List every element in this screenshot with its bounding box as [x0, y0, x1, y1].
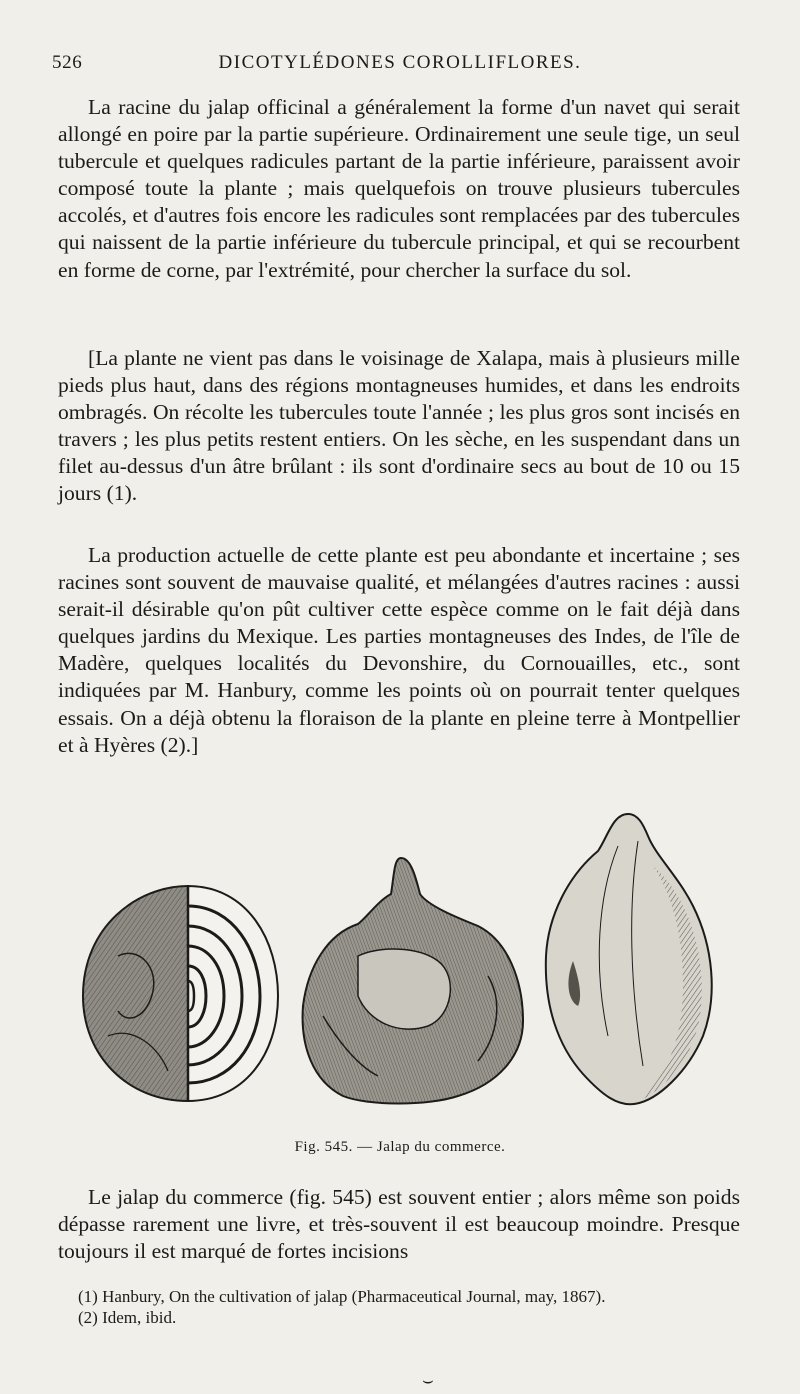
footnote-1: (1) Hanbury, On the cultivation of jalap (Pharmaceutical Journal, may, 1867). [78, 1287, 606, 1306]
jalap-engraving [78, 806, 722, 1111]
figure-caption: Fig. 545. — Jalap du commerce. [294, 1139, 506, 1155]
jalap-figure [78, 806, 722, 1111]
whole-tuber-drawing [303, 858, 523, 1104]
paragraph-text: La racine du jalap officinal a généralement la forme d'un navet qui serait allongé en poire par la partie supérieure. Ordinairement une seule tige, un seul tubercule et quelques radicules partant de la partie inférieure, paraissent avoir composé toute la plante ; mais quelquefois on trouve plusieurs tubercules accolés, et d'autres fois encore les radicules sont remplacées par des tubercules qui naissent de la partie inférieure du tubercule principal, et qui se recourbent en forme de corne, par l'extrémité, pour chercher la surface du sol. [58, 95, 740, 282]
page-number: 526 [52, 52, 83, 73]
paragraph-cultivation [58, 345, 740, 508]
footnote-2: (2) Idem, ibid. [78, 1308, 177, 1327]
paragraph-production [58, 542, 740, 759]
elongated-tuber-drawing [546, 814, 712, 1104]
bottom-ornament: ⌣ [422, 1370, 434, 1390]
footnotes [78, 1286, 746, 1328]
paragraph-text: La production actuelle de cette plante est peu abondante et incertaine ; ses racines sont souvent de mauvaise qualité, et mélangées d'autres racines : aussi serait-il désirable qu'on pût cultiver cette espèce comme on le fait déjà dans quelques jardins du Mexique. Les parties montagneuses des Indes, de l'île de Madère, quelques localités du Devonshire, du Cornouailles, etc., sont indiquées par M. Hanbury, comme les points où on pourrait tenter quelques essais. On a déjà obtenu la floraison de la plante en pleine terre à Montpellier et à Hyères (2).] [58, 543, 740, 757]
paragraph-commerce [58, 1184, 740, 1265]
paragraph-text: [La plante ne vient pas dans le voisinage de Xalapa, mais à plusieurs mille pieds plus haut, dans des régions montagneuses humides, et dans les endroits ombragés. On récolte les tubercules toute l'année ; les plus gros sont incisés en travers ; les plus petits restent entiers. On les sèche, en les suspendant dans un filet au-dessus d'un âtre brûlant : ils sont d'ordinaire secs au bout de 10 ou 15 jours (1). [58, 346, 740, 506]
running-title: DICOTYLÉDONES COROLLIFLORES. [218, 52, 582, 73]
sectioned-tuber-drawing [83, 886, 278, 1101]
paragraph-text: Le jalap du commerce (fig. 545) est souvent entier ; alors même son poids dépasse rarement une livre, et très-souvent il est beaucoup moindre. Presque toujours il est marqué de fortes incisions [58, 1185, 740, 1264]
paragraph-root-shape [58, 94, 740, 284]
